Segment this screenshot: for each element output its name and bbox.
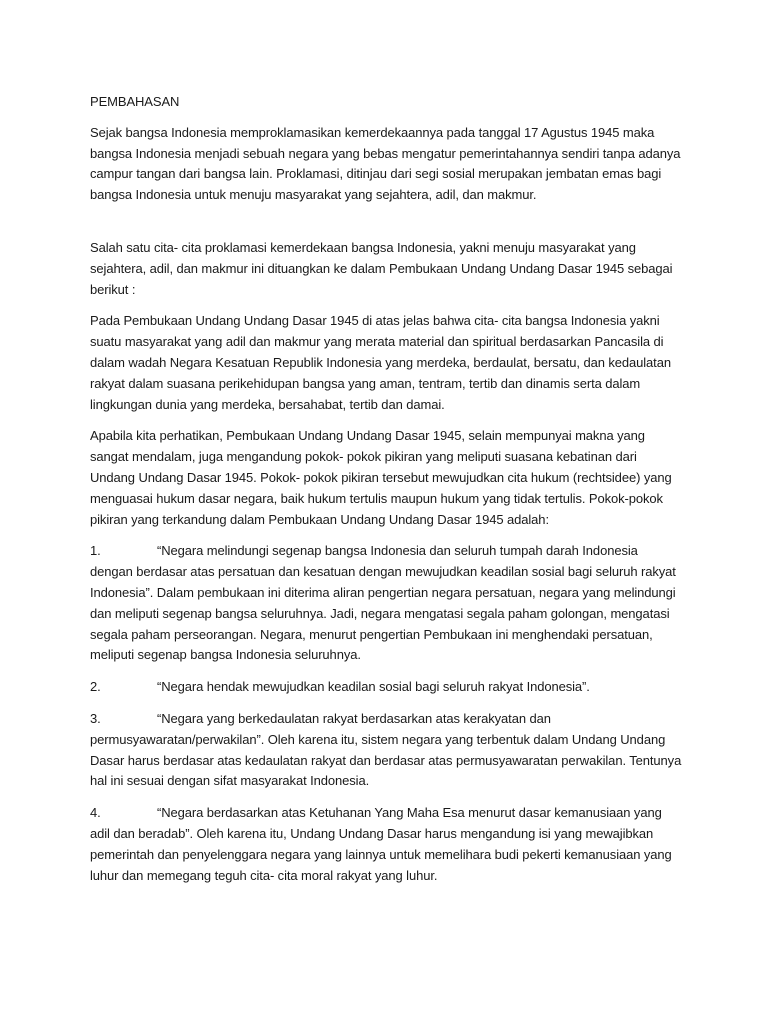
paragraph-pembukaan: Pada Pembukaan Undang Undang Dasar 1945 di atas jelas bahwa cita- cita bangsa Indonesia yakni suatu masyarakat yang adil dan makmur yang merata material dan spiritual berdasarkan Pancasila di dalam wadah Negara Kesatuan Republik Indonesia yang merdeka, berdaulat, bersatu, dan kedaulatan rakyat dalam suasana perikehidupan bangsa yang aman, tentram, tertib dan dinamis serta dalam lingkungan dunia yang merdeka, bersahabat, tertib dan damai. bbox=[90, 313, 671, 412]
list-item bbox=[90, 541, 682, 666]
document-page bbox=[90, 92, 682, 897]
list-item bbox=[90, 709, 682, 792]
list-item-number: 3. bbox=[90, 710, 101, 726]
paragraph-intro: Sejak bangsa Indonesia memproklamasikan kemerdekaannya pada tanggal 17 Agustus 1945 maka bangsa Indonesia menjadi sebuah negara yang bebas mengatur pemerintahannya sendiri tanpa adanya campur tangan dari bangsa lain. Proklamasi, ditinjau dari segi sosial merupakan jembatan emas bagi bangsa Indonesia untuk menuju masyarakat yang sejahtera, adil, dan makmur. bbox=[90, 124, 681, 203]
list-item bbox=[90, 677, 682, 698]
paragraph-pokok-pikiran: Apabila kita perhatikan, Pembukaan Undang Undang Dasar 1945, selain mempunyai makna yang sangat mendalam, juga mengandung pokok- pokok pikiran yang meliputi suasana kebatinan dari Undang Undang Dasar 1945. Pokok- pokok pikiran tersebut mewujudkan cita hukum (rechtsidee) yang menguasai hukum dasar negara, baik hukum tertulis maupun hukum yang tidak tertulis. Pokok-pokok pikiran yang terkandung dalam Pembukaan Undang Undang Dasar 1945 adalah: bbox=[90, 428, 672, 527]
list-item-text: “Negara yang berkedaulatan rakyat berdasarkan atas kerakyatan dan permusyawaratan/perwakilan”. Oleh karena itu, sistem negara yang terbentuk dalam Undang Undang Dasar harus berdasar atas kedaulatan rakyat dan berdasar atas permusyawaratan perwakilan. Tentunya hal ini sesuai dengan sifat masyarakat Indonesia. bbox=[90, 710, 682, 789]
list-item-number: 2. bbox=[90, 679, 101, 695]
list-item-number: 4. bbox=[90, 805, 101, 821]
document-heading: PEMBAHASAN bbox=[90, 94, 180, 109]
list-item-number: 1. bbox=[90, 543, 101, 559]
paragraph-cita-cita: Salah satu cita- cita proklamasi kemerdekaan bangsa Indonesia, yakni menuju masyarakat yang sejahtera, adil, dan makmur ini dituangkan ke dalam Pembukaan Undang Undang Dasar 1945 sebagai berikut : bbox=[90, 239, 673, 297]
list-item-text: “Negara berdasarkan atas Ketuhanan Yang Maha Esa menurut dasar kemanusiaan yang adil dan beradab”. Oleh karena itu, Undang Undang Dasar harus mengandung isi yang mewajibkan pemerintah dan penyelenggara negara yang lainnya untuk memelihara budi pekerti kemanusiaan yang luhur dan memegang teguh cita- cita moral rakyat yang luhur. bbox=[90, 805, 672, 883]
list-item bbox=[90, 803, 682, 886]
list-item-text: “Negara hendak mewujudkan keadilan sosial bagi seluruh rakyat Indonesia”. bbox=[157, 679, 590, 695]
list-item-text: “Negara melindungi segenap bangsa Indonesia dan seluruh tumpah darah Indonesia dengan berdasar atas persatuan dan kesatuan dengan mewujudkan keadilan sosial bagi seluruh rakyat Indonesia”. Dalam pembukaan ini diterima aliran pengertian negara persatuan, negara yang melindungi dan meliputi segenap bangsa seluruhnya. Jadi, negara mengatasi segala paham golongan, mengatasi segala paham perseorangan. Negara, menurut pengertian Pembukaan ini menghendaki persatuan, meliputi segenap bangsa Indonesia seluruhnya. bbox=[90, 543, 676, 663]
